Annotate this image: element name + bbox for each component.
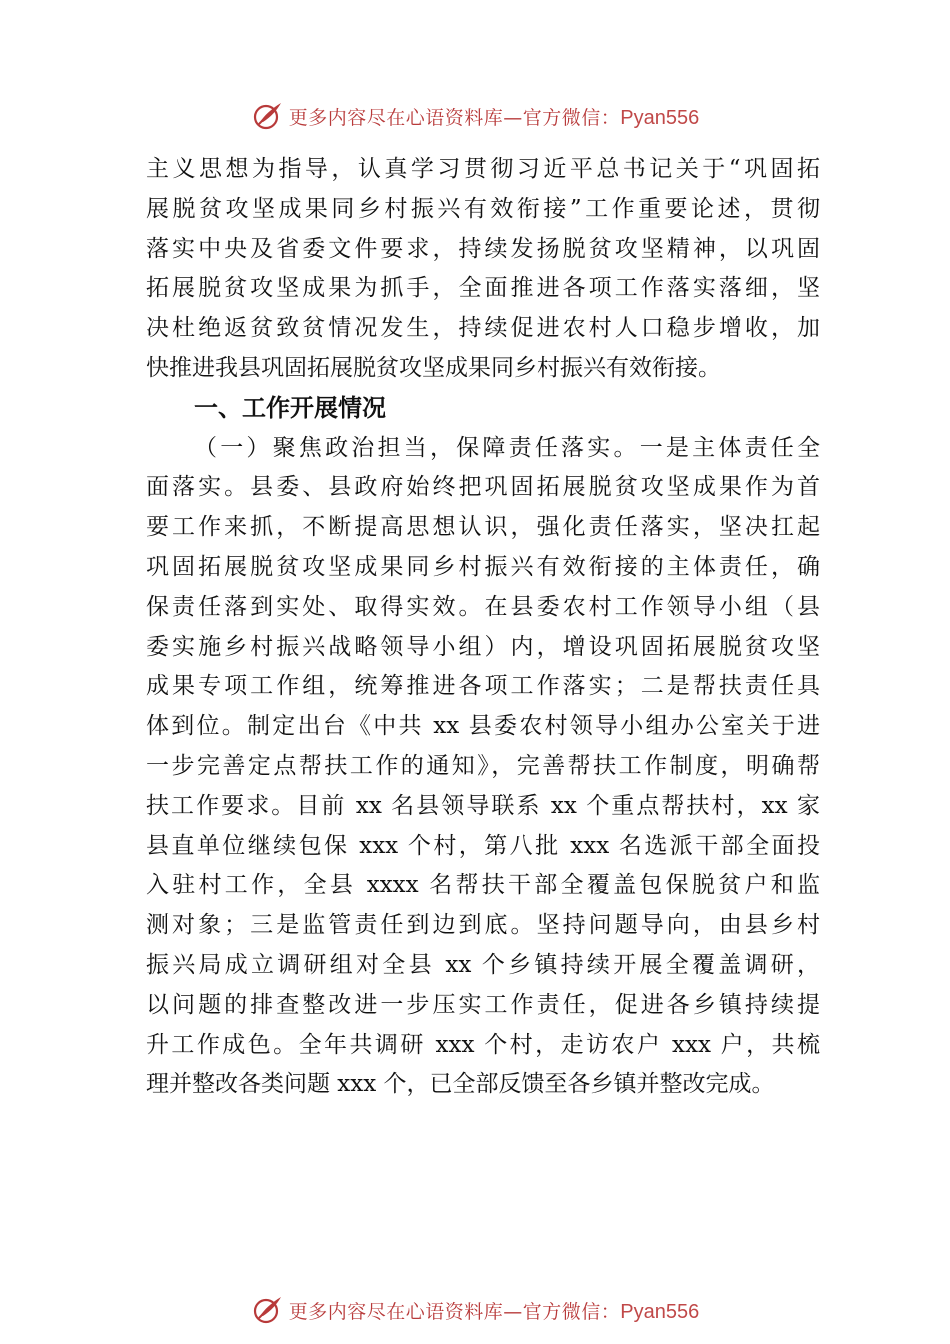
text-line: 要工作来抓，不断提高思想认识，强化责任落实，坚决扛起 [146, 514, 820, 541]
text-line: 快推进我县巩固拓展脱贫攻坚成果同乡村振兴有效衔接。 [146, 354, 721, 381]
footer-banner [0, 1290, 950, 1330]
banner-slogan: 更多内容尽在心语资料库—官方微信： [288, 1300, 621, 1323]
text-line: 落实中央及省委文件要求，持续发扬脱贫攻坚精神，以巩固 [146, 235, 820, 262]
text-line: 理并整改各类问题 xxx 个，已全部反馈至各乡镇并整改完成。 [146, 1071, 775, 1098]
text-line: 决杜绝返贫致贫情况发生，持续促进农村人口稳步增收，加 [146, 315, 820, 342]
text-line: 委实施乡村振兴战略领导小组）内，增设巩固拓展脱贫攻坚 [146, 633, 820, 660]
text-line: 拓展脱贫攻坚成果为抓手，全面推进各项工作落实落细，坚 [146, 275, 820, 302]
quill-pen-logo-icon [251, 1293, 285, 1327]
text-line: 升工作成色。全年共调研 xxx 个村，走访农户 xxx 户，共梳 [146, 1031, 820, 1058]
header-banner [0, 96, 950, 136]
section-heading: 一、工作开展情况 [194, 393, 386, 422]
intro-paragraph [146, 150, 820, 389]
text-line: 主义思想为指导，认真学习贯彻习近平总书记关于“巩固拓 [146, 156, 820, 182]
text-line: 体到位。制定出台《中共 xx 县委农村领导小组办公室关于进 [146, 713, 820, 740]
wechat-handle: Pyan556 [620, 1300, 700, 1323]
text-line: 保责任落到实处、取得实效。在县委农村工作领导小组（县 [146, 593, 820, 620]
header-banner-content [251, 99, 699, 133]
document-body [146, 150, 820, 1105]
text-line: 一步完善定点帮扶工作的通知》，完善帮扶工作制度，明确帮 [146, 752, 820, 779]
banner-slogan: 更多内容尽在心语资料库—官方微信： [288, 106, 621, 129]
footer-banner-content [251, 1293, 699, 1327]
text-line: 面落实。县委、县政府始终把巩固拓展脱贫攻坚成果作为首 [146, 474, 820, 501]
banner-text [289, 103, 699, 130]
text-line: 入驻村工作，全县 xxxx 名帮扶干部全覆盖包保脱贫户和监 [146, 872, 820, 899]
text-line: （一）聚焦政治担当，保障责任落实。一是主体责任全 [194, 434, 820, 461]
text-line: 以问题的排查整改进一步压实工作责任，促进各乡镇持续提 [146, 991, 820, 1018]
text-line: 县直单位继续包保 xxx 个村，第八批 xxx 名选派干部全面投 [146, 832, 820, 859]
body-paragraph [146, 429, 820, 1106]
text-line: 测对象；三是监管责任到边到底。坚持问题导向，由县乡村 [146, 912, 820, 939]
text-line: 巩固拓展脱贫攻坚成果同乡村振兴有效衔接的主体责任，确 [146, 553, 820, 580]
text-line: 展脱贫攻坚成果同乡村振兴有效衔接”工作重要论述，贯彻 [146, 195, 820, 222]
banner-text [289, 1297, 699, 1324]
text-line: 成果专项工作组，统筹推进各项工作落实；二是帮扶责任具 [146, 673, 820, 700]
wechat-handle: Pyan556 [620, 106, 700, 129]
text-line: 扶工作要求。目前 xx 名县领导联系 xx 个重点帮扶村，xx 家 [146, 792, 820, 819]
quill-pen-logo-icon [251, 99, 285, 133]
text-line: 振兴局成立调研组对全县 xx 个乡镇持续开展全覆盖调研， [146, 951, 820, 978]
